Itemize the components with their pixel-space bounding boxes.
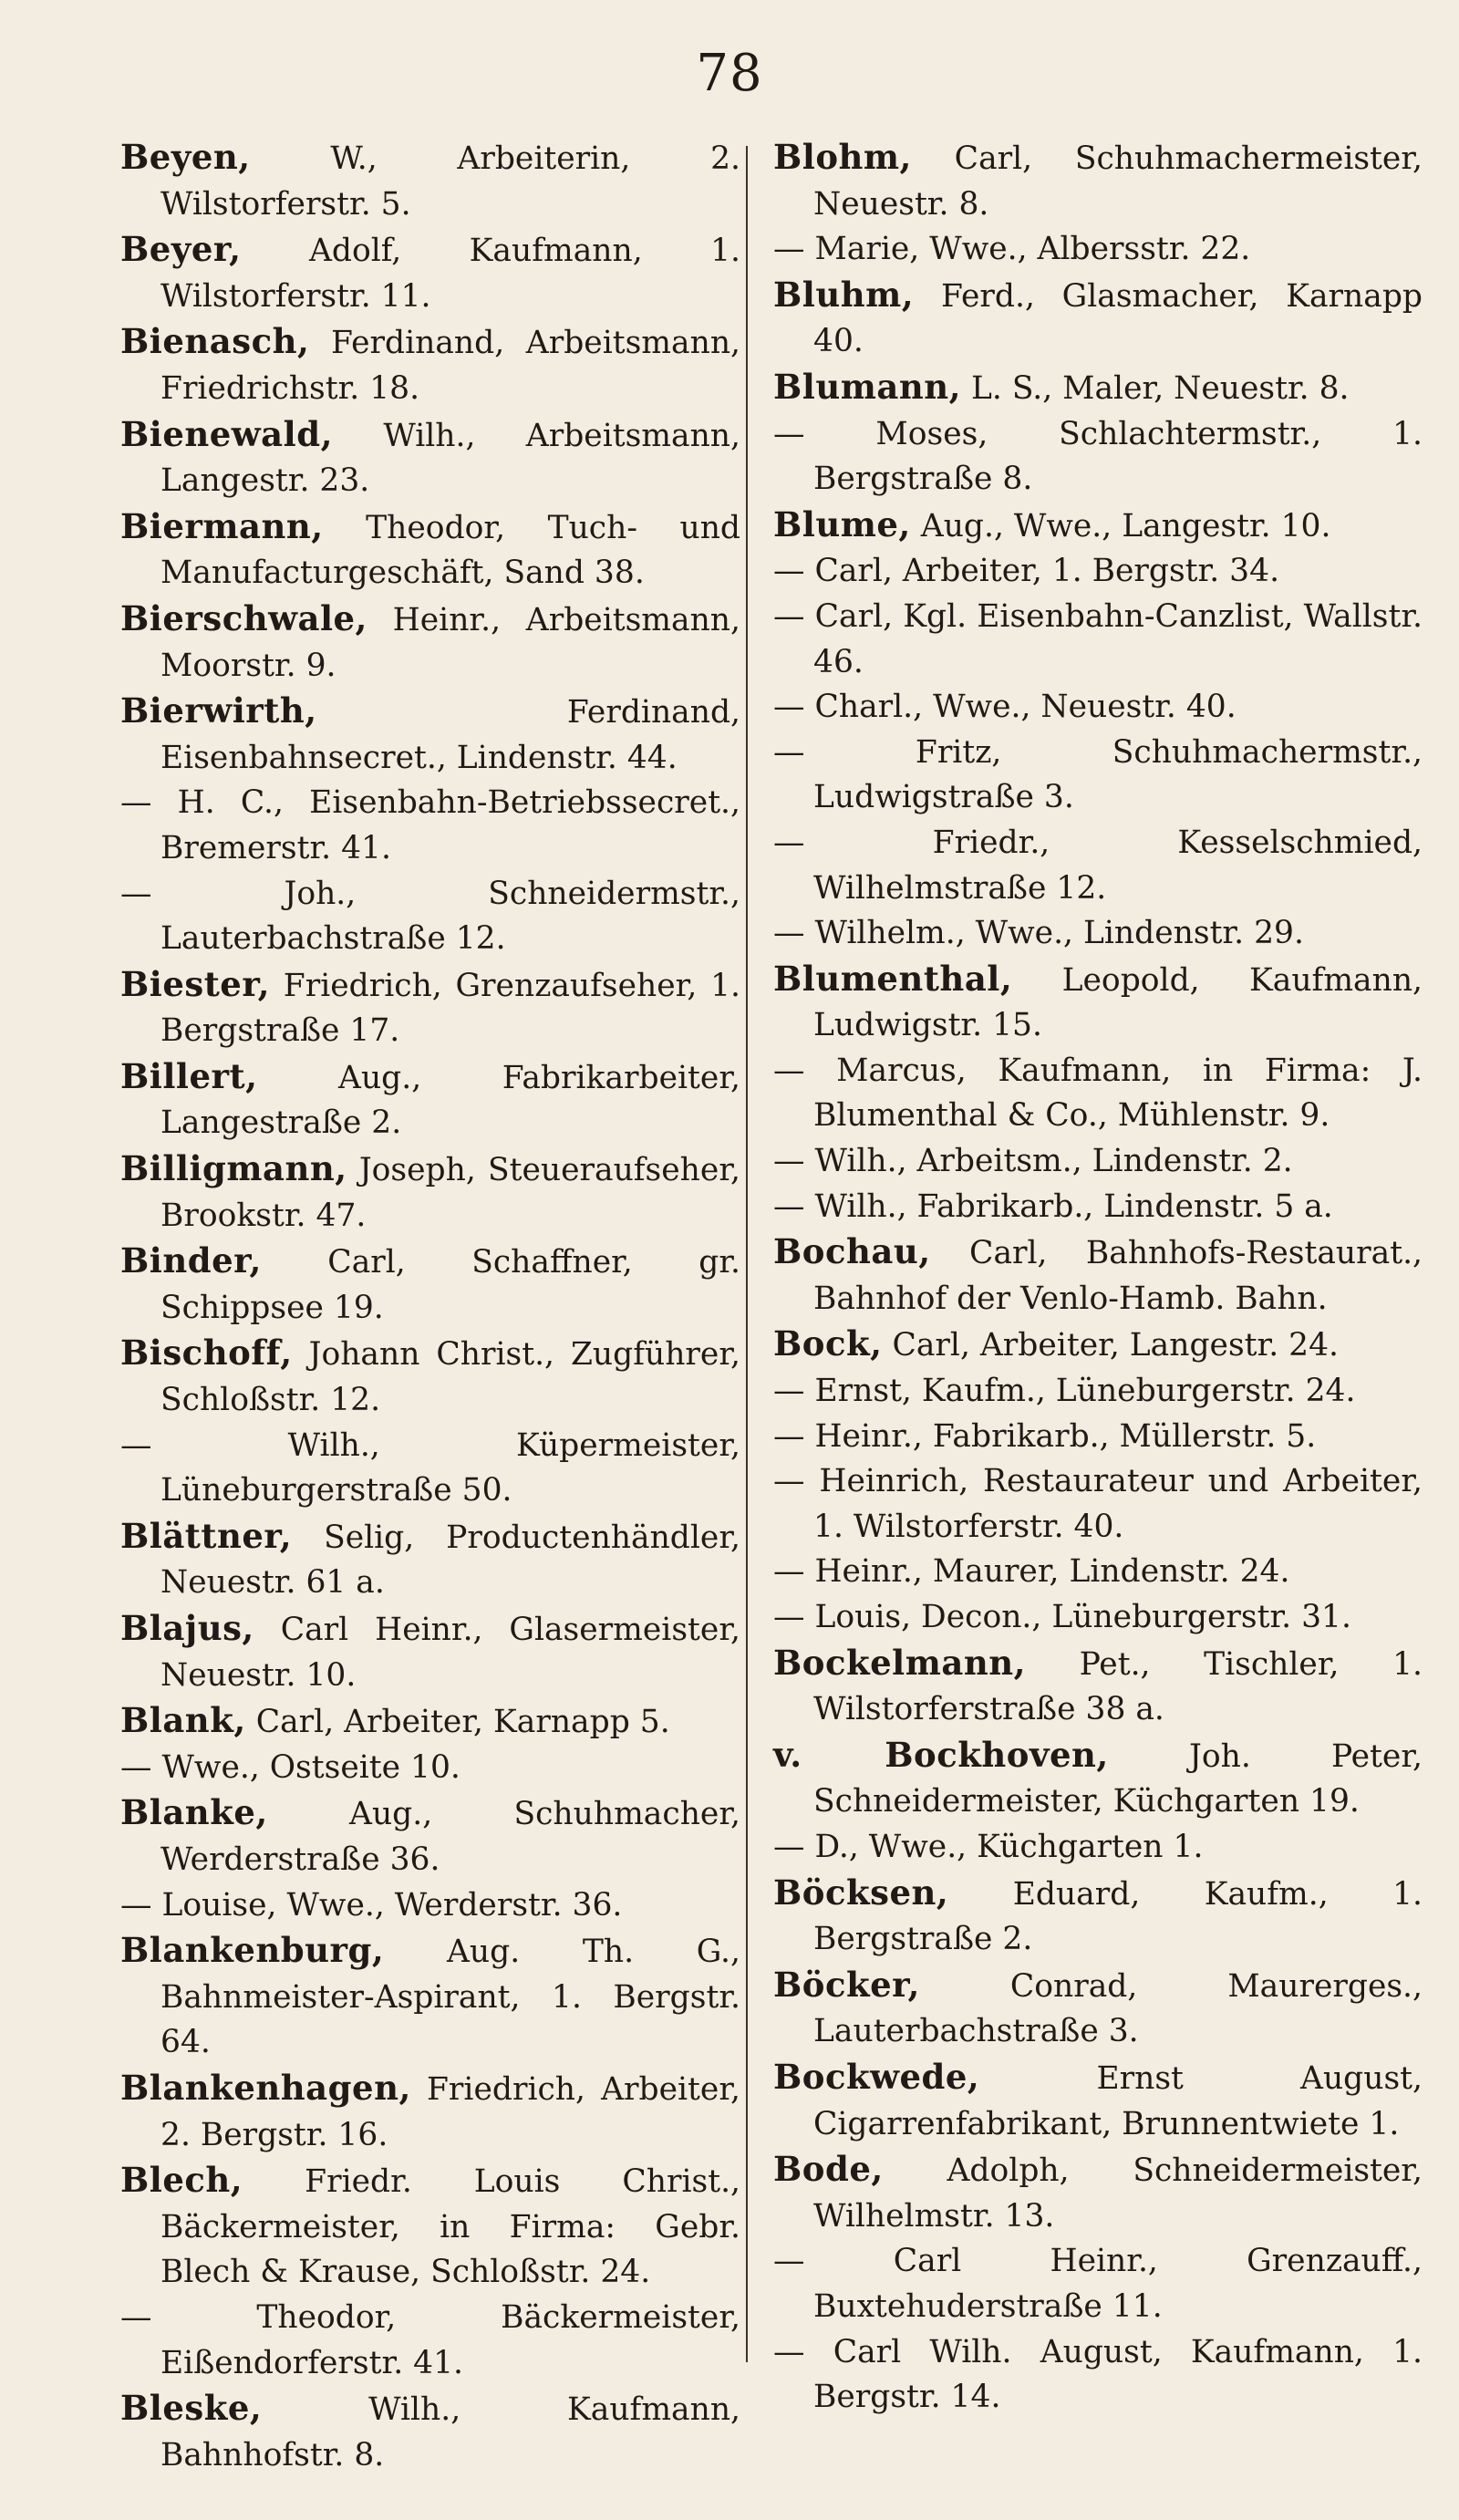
entry-details: Adolf, Kaufmann, 1. Wilstorferstr. 11.: [160, 233, 740, 315]
entry-surname: Bienewald,: [120, 413, 333, 454]
directory-entry: [120, 1606, 740, 1698]
entry-surname: Blankenburg,: [120, 1930, 385, 1971]
page-number: 78: [696, 44, 763, 103]
entry-details: — Charl., Wwe., Neuestr. 40.: [773, 689, 1237, 726]
entry-surname: Bierwirth,: [120, 690, 317, 731]
directory-entry: [773, 595, 1423, 685]
entry-details: — H. C., Eisenbahn-Betriebssecret., Bremerstr. 41.: [120, 784, 740, 866]
entry-details: — Fritz, Schuhmachermstr., Ludwigstraße 3.: [773, 733, 1423, 816]
directory-entry: [120, 412, 740, 504]
directory-entry: [120, 319, 740, 411]
entry-surname: Bluhm,: [773, 274, 915, 315]
entry-surname: Billigmann,: [120, 1148, 347, 1189]
entry-details: — Heinr., Maurer, Lindenstr. 24.: [773, 1553, 1290, 1591]
directory-entry: [773, 1459, 1423, 1550]
entry-surname: Blech,: [120, 2160, 243, 2201]
entry-details: — Wwe., Ostseite 10.: [120, 1748, 460, 1786]
directory-entry: [773, 1185, 1423, 1230]
entry-details: L. S., Maler, Neuestr. 8.: [971, 369, 1350, 407]
directory-entry: [773, 1963, 1423, 2055]
directory-entry: [773, 1229, 1423, 1322]
directory-entry: [773, 731, 1423, 821]
entry-details: — Louise, Wwe., Werderstr. 36.: [120, 1886, 623, 1924]
entry-details: Pet., Tischler, 1. Wilstorferstraße 38 a.: [813, 1645, 1423, 1728]
entry-surname: Blohm,: [773, 137, 912, 177]
entry-surname: Bochau,: [773, 1231, 931, 1272]
entry-surname: v. Bockhoven,: [773, 1734, 1109, 1775]
entry-details: Leopold, Kaufmann, Ludwigstr. 15.: [813, 961, 1423, 1044]
directory-entry: [773, 957, 1423, 1049]
directory-entry: [773, 412, 1423, 503]
entry-details: Carl, Schaffner, gr. Schippsee 19.: [160, 1244, 740, 1326]
directory-entry: [120, 1054, 740, 1146]
entry-surname: Blume,: [773, 503, 911, 544]
directory-entry: [120, 689, 740, 781]
directory-entry: [773, 821, 1423, 911]
entry-surname: Biermann,: [120, 505, 324, 546]
entry-details: — Carl, Kgl. Eisenbahn-Canzlist, Wallstr. 46.: [773, 597, 1423, 680]
entry-details: Joseph, Steueraufseher, Brookstr. 47.: [160, 1152, 740, 1234]
entry-details: Wilh., Arbeitsmann, Langestr. 23.: [160, 417, 740, 500]
entry-details: W., Arbeiterin, 2. Wilstorferstr. 5.: [160, 140, 740, 223]
directory-entry: [773, 1825, 1423, 1871]
entry-details: Ferdinand, Eisenbahnsecret., Lindenstr. 44.: [160, 694, 740, 776]
entry-details: — Wilh., Küpermeister, Lüneburgerstraße 50.: [120, 1426, 740, 1509]
entry-details: — Heinrich, Restaurateur und Arbeiter, 1. Wilstorferstr. 40.: [773, 1463, 1423, 1545]
directory-entry: [773, 549, 1423, 595]
directory-entry: [773, 1641, 1423, 1733]
entry-surname: Bleske,: [120, 2388, 263, 2429]
directory-entry: [773, 135, 1423, 227]
entry-surname: Blanke,: [120, 1792, 268, 1833]
entry-details: — Wilh., Arbeitsm., Lindenstr. 2.: [773, 1143, 1293, 1180]
directory-entry: [773, 1871, 1423, 1963]
entry-details: Carl, Arbeiter, Karnapp 5.: [255, 1704, 670, 1741]
directory-entry: [120, 781, 740, 871]
entry-details: Carl Heinr., Glasermeister, Neuestr. 10.: [160, 1612, 740, 1694]
entry-details: Carl, Bahnhofs-Restaurat., Bahnhof der Venlo-Hamb. Bahn.: [813, 1235, 1423, 1317]
directory-entry: [773, 911, 1423, 957]
entry-surname: Blank,: [120, 1700, 246, 1741]
left-column: [120, 135, 740, 2478]
directory-entry: [773, 503, 1423, 550]
directory-entry: [120, 2158, 740, 2296]
entry-surname: Blankenhagen,: [120, 2067, 411, 2108]
directory-entry: [120, 227, 740, 319]
directory-entry: [120, 1883, 740, 1929]
entry-details: Selig, Productenhändler, Neuestr. 61 a.: [160, 1519, 740, 1602]
entry-details: — Joh., Schneidermstr., Lauterbachstraße 12.: [120, 875, 740, 958]
entry-details: — Wilh., Fabrikarb., Lindenstr. 5 a.: [773, 1187, 1333, 1225]
directory-entry: [120, 872, 740, 962]
directory-entry: [773, 2147, 1423, 2239]
entry-surname: Blättner,: [120, 1515, 293, 1556]
directory-entry: [120, 1424, 740, 1514]
entry-details: Joh. Peter, Schneidermeister, Küchgarten 19.: [813, 1737, 1423, 1820]
entry-details: Carl, Arbeiter, Langestr. 24.: [892, 1327, 1340, 1364]
directory-entry: [773, 1550, 1423, 1595]
entry-details: Heinr., Arbeitsmann, Moorstr. 9.: [160, 601, 740, 684]
directory-entry: [120, 596, 740, 689]
directory-entry: [120, 1790, 740, 1882]
directory-entry: [773, 365, 1423, 412]
entry-details: Aug., Fabrikarbeiter, Langestraße 2.: [160, 1059, 740, 1142]
entry-details: Adolph, Schneidermeister, Wilhelmstr. 13.: [813, 2152, 1423, 2235]
directory-entry: [120, 1746, 740, 1791]
entry-details: Aug., Wwe., Langestr. 10.: [920, 507, 1331, 544]
directory-entry: [120, 1698, 740, 1746]
entry-details: Conrad, Maurerges., Lauterbachstraße 3.: [813, 1967, 1423, 2050]
entry-details: — Carl Heinr., Grenzauff., Buxtehuderstraße 11.: [773, 2243, 1423, 2325]
entry-details: Ernst August, Cigarrenfabrikant, Brunnentwiete 1.: [813, 2059, 1423, 2142]
entry-details: — Wilhelm., Wwe., Lindenstr. 29.: [773, 915, 1304, 952]
entry-surname: Bock,: [773, 1323, 883, 1364]
directory-entry: [120, 504, 740, 596]
directory-entry: [773, 1139, 1423, 1185]
entry-details: — Carl Wilh. August, Kaufmann, 1. Bergstr. 14.: [773, 2333, 1423, 2416]
entry-surname: Böcker,: [773, 1964, 920, 2005]
entry-details: — D., Wwe., Küchgarten 1.: [773, 1828, 1204, 1865]
entry-surname: Bierschwale,: [120, 597, 367, 638]
directory-entry: [773, 2239, 1423, 2329]
directory-entry: [120, 2296, 740, 2386]
directory-entry: [773, 2055, 1423, 2147]
entry-surname: Blajus,: [120, 1608, 254, 1648]
directory-entry: [773, 1049, 1423, 1139]
directory-entry: [120, 1239, 740, 1331]
entry-details: — Theodor, Bäckermeister, Eißendorferstr. 41.: [120, 2298, 740, 2381]
entry-details: — Ernst, Kaufm., Lüneburgerstr. 24.: [773, 1373, 1356, 1410]
entry-details: Friedrich, Grenzaufseher, 1. Bergstraße 17.: [160, 967, 741, 1050]
directory-entry: [120, 135, 740, 227]
entry-details: Ferdinand, Arbeitsmann, Friedrichstr. 18.: [160, 325, 740, 407]
entry-surname: Bockelmann,: [773, 1642, 1027, 1683]
entry-details: — Marie, Wwe., Albersstr. 22.: [773, 231, 1251, 268]
directory-entry: [773, 227, 1423, 273]
entry-surname: Bockwede,: [773, 2056, 980, 2097]
entry-surname: Biester,: [120, 963, 271, 1004]
directory-entry: [120, 962, 740, 1054]
entry-details: — Louis, Decon., Lüneburgerstr. 31.: [773, 1599, 1351, 1635]
directory-entry: [120, 2066, 740, 2158]
entry-details: — Heinr., Fabrikarb., Müllerstr. 5.: [773, 1417, 1317, 1455]
entry-surname: Billert,: [120, 1055, 258, 1096]
entry-surname: Bischoff,: [120, 1333, 293, 1374]
entry-surname: Bienasch,: [120, 321, 310, 362]
entry-details: — Marcus, Kaufmann, in Firma: J. Blumenthal & Co., Mühlenstr. 9.: [773, 1052, 1423, 1135]
entry-details: Friedr. Louis Christ., Bäckermeister, in Firma: Gebr. Blech & Krause, Schloßstr. 24.: [160, 2163, 740, 2291]
entry-details: — Moses, Schlachtermstr., 1. Bergstraße 8.: [773, 415, 1423, 498]
entry-surname: Beyen,: [120, 137, 251, 177]
entry-surname: Blumenthal,: [773, 958, 1013, 999]
entry-surname: Beyer,: [120, 229, 242, 270]
directory-entry: [773, 273, 1423, 365]
directory-entry: [773, 1595, 1423, 1641]
directory-entry: [773, 1322, 1423, 1369]
directory-entry: [120, 2386, 740, 2478]
directory-entry: [773, 1415, 1423, 1460]
entry-surname: Böcksen,: [773, 1872, 949, 1913]
directory-entry: [773, 685, 1423, 731]
entry-details: Johann Christ., Zugführer, Schloßstr. 12.: [160, 1336, 741, 1419]
column-divider: [746, 146, 748, 2362]
entry-details: Carl, Schuhmachermeister, Neuestr. 8.: [813, 140, 1423, 223]
directory-entry: [773, 1733, 1423, 1825]
directory-entry: [120, 1331, 740, 1423]
entry-surname: Blumann,: [773, 366, 962, 407]
directory-entry: [773, 1369, 1423, 1415]
entry-details: Wilh., Kaufmann, Bahnhofstr. 8.: [160, 2391, 741, 2473]
directory-entry: [120, 1928, 740, 2066]
right-column: [773, 135, 1423, 2421]
entry-details: — Carl, Arbeiter, 1. Bergstr. 34.: [773, 553, 1280, 590]
entry-details: — Friedr., Kesselschmied, Wilhelmstraße 12.: [773, 824, 1423, 907]
directory-entry: [120, 1514, 740, 1606]
entry-details: Eduard, Kaufm., 1. Bergstraße 2.: [813, 1875, 1423, 1958]
entry-details: Aug. Th. G., Bahnmeister-Aspirant, 1. Bergstr. 64.: [160, 1934, 740, 2061]
directory-entry: [120, 1146, 740, 1239]
entry-details: Friedrich, Arbeiter, 2. Bergstr. 16.: [160, 2070, 740, 2153]
entry-details: Ferd., Glasmacher, Karnapp 40.: [813, 277, 1423, 360]
entry-details: Aug., Schuhmacher, Werderstraße 36.: [160, 1796, 740, 1878]
directory-entry: [773, 2330, 1423, 2421]
entry-surname: Binder,: [120, 1240, 262, 1281]
entry-surname: Bode,: [773, 2149, 884, 2190]
entry-details: Theodor, Tuch- und Manufacturgeschäft, Sand 38.: [160, 509, 740, 592]
